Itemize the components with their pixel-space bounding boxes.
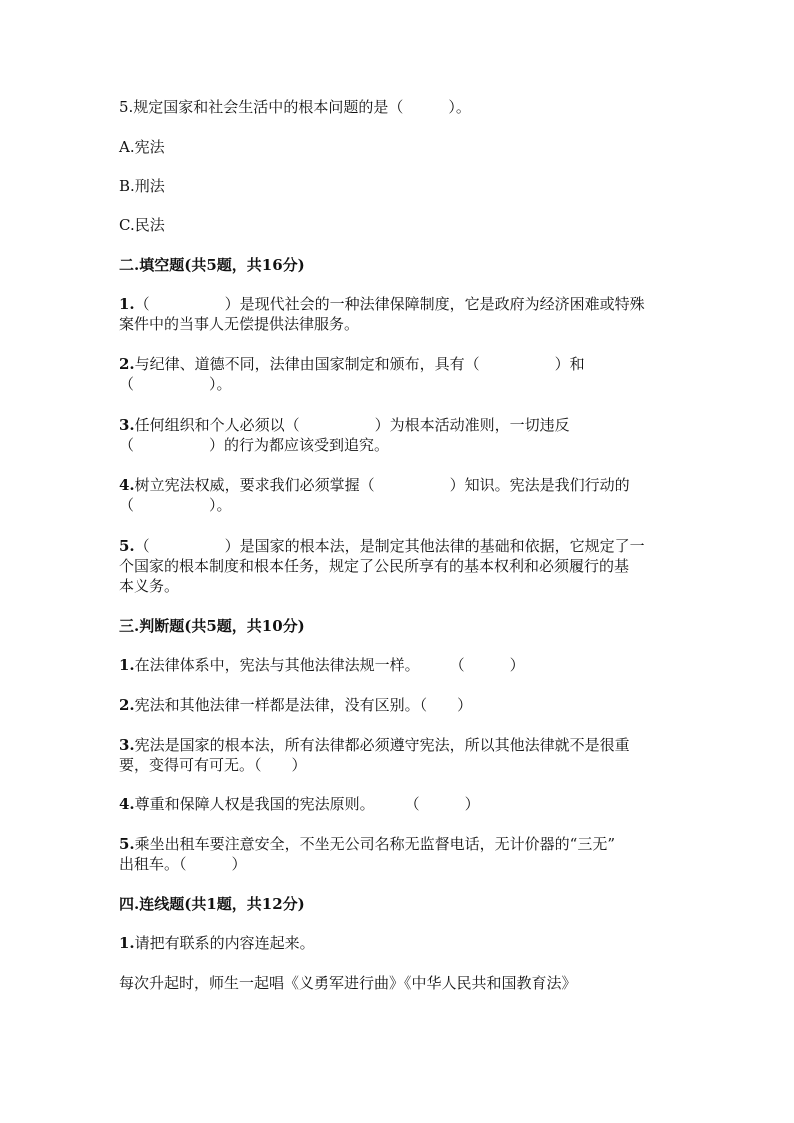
question-text: 任何组织和个人必须以（ ）为根本活动准则，一切违反 [134, 416, 570, 434]
fill-q1-line1 [119, 294, 679, 314]
match-content-line: 每次升起时，师生一起唱《义勇军进行曲》《中华人民共和国教育法》 [119, 974, 577, 992]
judge-q1-line1 [119, 655, 679, 675]
question-text: 乘坐出租车要注意安全，不坐无公司名称无监督电话，无计价器的“三无” [134, 835, 616, 853]
question-number: 1. [119, 934, 135, 952]
judge-q3-line1 [119, 735, 679, 755]
judge-q5-line2: 出租车。（ ） [119, 855, 247, 873]
choice-q5-option-a: A.宪法 [119, 138, 165, 156]
question-number: 3. [119, 416, 135, 434]
judge-q2-line1 [119, 695, 679, 715]
question-text: （ ）是现代社会的一种法律保障制度，它是政府为经济困难或特殊 [134, 295, 645, 313]
question-text: 树立宪法权威，要求我们必须掌握（ ）知识。宪法是我们行动的 [134, 476, 630, 494]
fill-q4-line1 [119, 475, 679, 495]
choice-q5-option-c: C.民法 [119, 216, 165, 234]
question-text: 宪法是国家的根本法，所有法律都必须遵守宪法，所以其他法律就不是很重 [134, 736, 630, 754]
question-number: 4. [119, 795, 135, 813]
question-text: 尊重和保障人权是我国的宪法原则。 （ ） [134, 795, 480, 813]
question-number: 4. [119, 476, 135, 494]
fill-q5-line3: 本义务。 [119, 577, 180, 595]
question-text: 与纪律、道德不同，法律由国家制定和颁布，具有（ ）和 [134, 355, 585, 373]
question-number: 1. [119, 656, 135, 674]
section-heading-matching: 四.连线题(共1题，共12分) [119, 895, 305, 913]
choice-q5-stem: 5.规定国家和社会生活中的根本问题的是（ ）。 [119, 98, 471, 116]
section-heading-true-false: 三.判断题(共5题，共10分) [119, 617, 305, 635]
fill-q3-line2: （ ）的行为都应该受到追究。 [119, 436, 390, 454]
judge-q3-line2: 要，变得可有可无。（ ） [119, 756, 307, 774]
judge-q5-line1 [119, 834, 679, 854]
question-number: 2. [119, 696, 135, 714]
question-text: 在法律体系中，宪法与其他法律法规一样。 （ ） [134, 656, 525, 674]
judge-q4-line1 [119, 794, 679, 814]
fill-q2-line2: （ ）。 [119, 375, 232, 393]
fill-q3-line1 [119, 415, 679, 435]
fill-q1-line2: 案件中的当事人无偿提供法律服务。 [119, 315, 360, 333]
question-text: 宪法和其他法律一样都是法律，没有区别。（ ） [134, 696, 473, 714]
match-q1-line1 [119, 933, 679, 953]
question-text: （ ）是国家的根本法，是制定其他法律的基础和依据，它规定了一 [134, 537, 645, 555]
fill-q5-line1 [119, 536, 679, 556]
question-number: 2. [119, 355, 135, 373]
question-number: 5. [119, 835, 135, 853]
question-text: 请把有联系的内容连起来。 [134, 934, 315, 952]
question-number: 1. [119, 295, 135, 313]
fill-q4-line2: （ ）。 [119, 496, 232, 514]
fill-q2-line1 [119, 354, 679, 374]
question-number: 5. [119, 537, 135, 555]
choice-q5-option-b: B.刑法 [119, 177, 165, 195]
fill-q5-line2: 个国家的根本制度和根本任务，规定了公民所享有的基本权利和必须履行的基 [119, 557, 630, 575]
section-heading-fill-blank: 二.填空题(共5题，共16分) [119, 256, 305, 274]
question-number: 3. [119, 736, 135, 754]
